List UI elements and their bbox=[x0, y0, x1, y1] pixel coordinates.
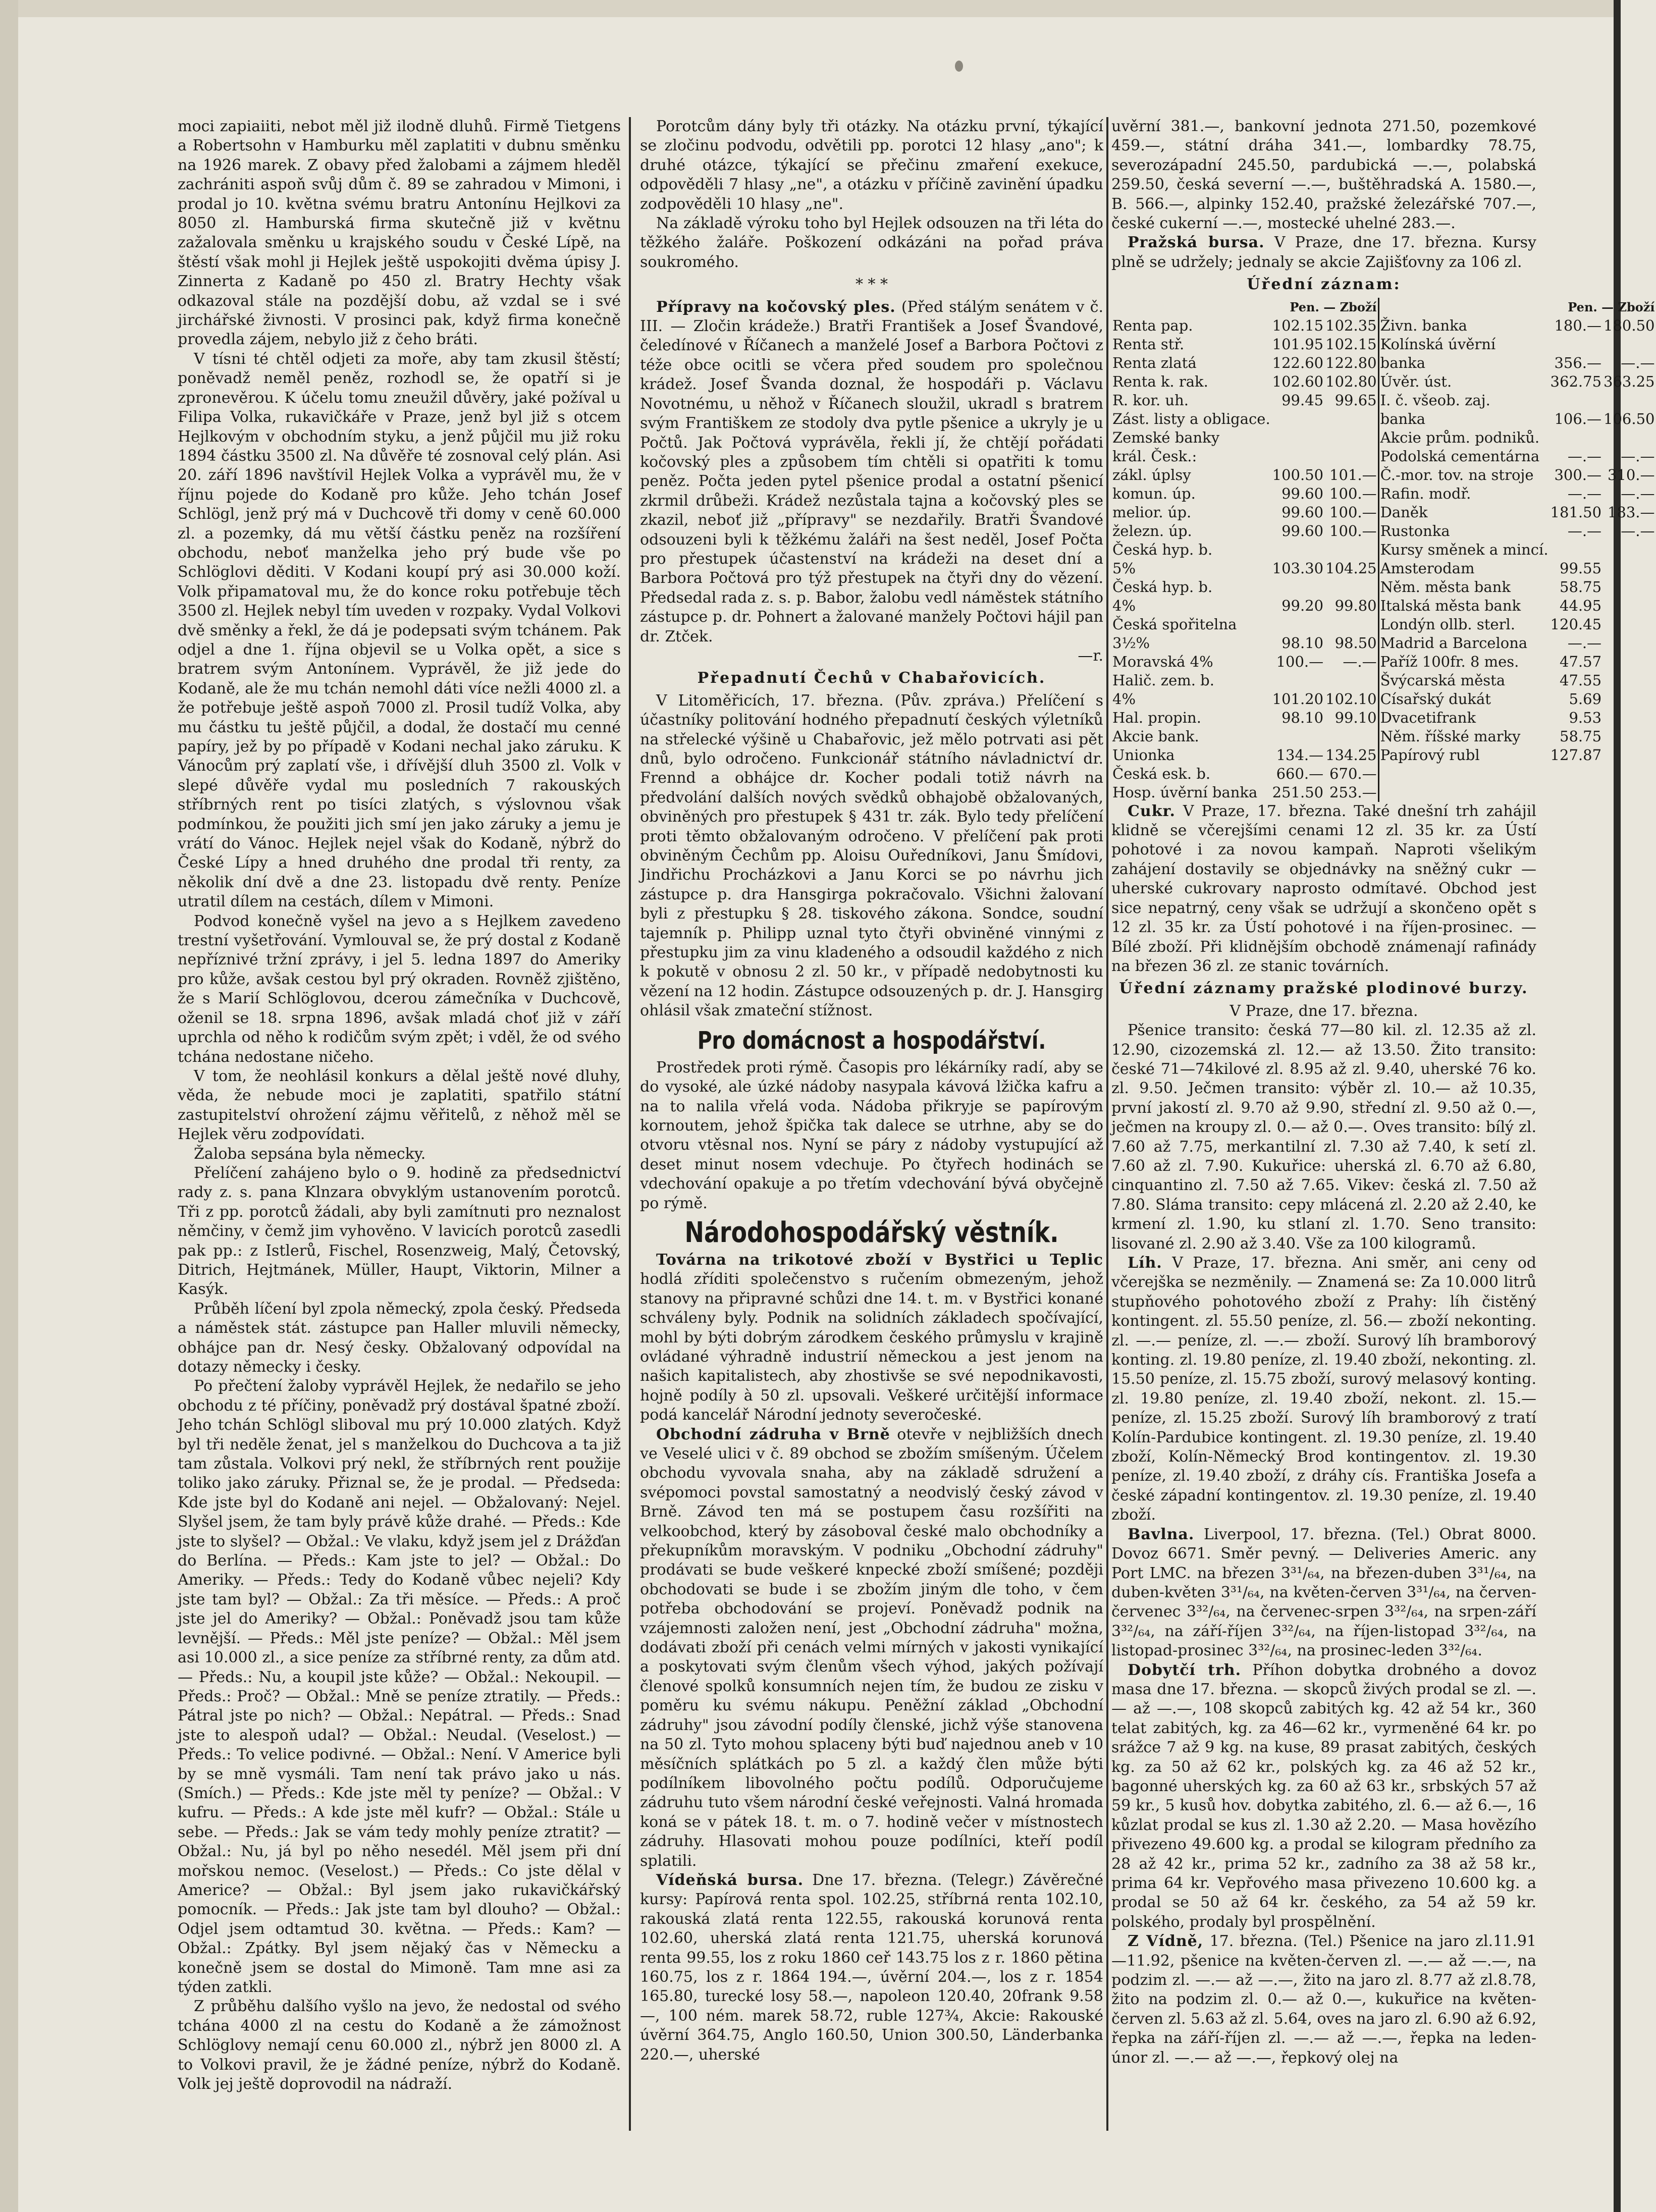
table-cell: Česká hyp. b. bbox=[1112, 578, 1213, 596]
table-cell: Zemské banky bbox=[1112, 428, 1220, 446]
table-cell: Úvěr. úst. bbox=[1378, 372, 1549, 391]
table-cell: Č.-mor. tov. na stroje bbox=[1378, 466, 1549, 484]
table-cell: Dvacetifrank bbox=[1378, 709, 1549, 727]
table-header: Pen. — Zboží bbox=[1290, 299, 1377, 314]
table-cell: Renta zlatá bbox=[1112, 354, 1197, 371]
table-cell bbox=[1271, 578, 1324, 597]
table-cell: 58.75 bbox=[1560, 727, 1602, 745]
table-cell: 101.20 bbox=[1272, 690, 1324, 708]
table-cell bbox=[1602, 746, 1655, 765]
table-cell: 9.53 bbox=[1569, 709, 1602, 726]
table-cell bbox=[1602, 690, 1655, 709]
article-heading: Z Vídně, bbox=[1128, 1932, 1204, 1951]
table-cell bbox=[1602, 559, 1655, 578]
paragraph: Přelíčení zahájeno bylo o 9. hodině za předsednictví rady z. s. pana Klnzara obvyklým ustanovením porotců. Tři z pp. porotců žádali, aby byli zamítnuti pro neznalost němčiny, v čemž jim vyhověno. V lavicích porotců zasedli pak pp.: z Istlerů, Fischel, Rosenzweig, Malý, Četovský, Ditrich, Hejtmánek, Müller, Haupt, Viktorin, Milner a Kasýk. bbox=[178, 1164, 621, 1299]
table-cell: Halič. zem. b. bbox=[1112, 671, 1214, 689]
table-cell bbox=[1271, 615, 1324, 634]
dateline: V Praze, dne 17. března. bbox=[1230, 1002, 1418, 1020]
table-cell: Moravská 4% bbox=[1112, 653, 1213, 670]
table-cell: 310.— bbox=[1607, 466, 1655, 483]
table-cell bbox=[1378, 783, 1549, 802]
table-cell: železn. úp. bbox=[1112, 522, 1192, 539]
table-cell: 99.10 bbox=[1334, 709, 1377, 726]
table-cell: 5% bbox=[1112, 559, 1136, 577]
table-row bbox=[1111, 503, 1656, 522]
table-cell: —.— bbox=[1343, 653, 1377, 670]
paragraph: uvěrní 381.—, bankovní jednota 271.50, pozemkové 459.—, státní dráha 341.—, lombardky 78.75, severozápadní 245.50, pardubická —.—, polabská 259.50, česká severní —.—, buštěhradská A. 1580.—, B. 566.—, alpinky 152.40, pražské železářské 707.—, české cukerní —.—, mostecké uhelné 283.—. bbox=[1111, 118, 1536, 233]
table-cell: Něm. města bank bbox=[1378, 578, 1549, 597]
table-row bbox=[1111, 615, 1656, 634]
table-cell bbox=[1550, 765, 1602, 783]
table-cell: I. č. všeob. zaj. bbox=[1378, 391, 1549, 410]
table-cell bbox=[1324, 578, 1378, 597]
table-cell: Císařský dukát bbox=[1378, 690, 1549, 709]
table-cell: 122.80 bbox=[1325, 354, 1377, 371]
paragraph: V tom, že neohlásil konkurs a dělal ještě nové dluhy, věda, že nebude moci je zaplatiti, spatřilo státní zastupitelství ohrožení zájmu věřitelů, z něhož měl se Hejlek věru zodpovídati. bbox=[178, 1067, 621, 1144]
table-cell: —.— bbox=[1621, 447, 1655, 465]
table-cell: Akcie prům. podniků. bbox=[1378, 428, 1549, 447]
table-cell: 180.— bbox=[1554, 316, 1602, 334]
table-cell: 362.75 bbox=[1550, 372, 1602, 390]
table-cell: 127.87 bbox=[1550, 746, 1602, 764]
article-text: Příhon dobytka drobného a dovoz masa dne 17. března. — skopců živých prodal se zl. —.— až —.—, 108 skopců zabitých kg. 42 až 54 kr., 360 telat zabitých, kg. za 46—62 kr., vyrmeněné 64 kr. po srážce 7 až 9 kg. na kuse, 89 prasat zabitých, českých kg. za 50 až 62 kr., polských kg. za 46 až 52 kr., bagonné uherských kg. za 60 až 63 kr., srbských 57 až 59 kr., 5 kusů hov. dobytka zabitého, zl. 6.— až 6.—, 16 kůzlat prodal se kus zl. 1.30 až 2.20. — Masa hovězího přivezeno 49.600 kg. a prodal se kilogram předního za 28 až 42 kr., prima 52 kr., zadního za 38 až 58 kr., prima 64 kr. Vepřového masa přivezeno 10.600 kg. a prodal se 50 až 64 kr. českého, za 54 až 59 kr. polského, prodaly byl prospělnění. bbox=[1111, 1661, 1536, 1931]
table-row bbox=[1111, 410, 1656, 428]
table-cell: komun. úp. bbox=[1112, 484, 1196, 502]
paragraph: Průběh líčení byl zpola německý, zpola český. Předseda a náměstek stát. zástupce pan Haller mluvili německy, obhájce pan dr. Nesý česky. Obžalovaný odpovídal na dotazy německy i česky. bbox=[178, 1300, 621, 1376]
table-cell: 100.— bbox=[1329, 484, 1377, 502]
table-row bbox=[1111, 597, 1656, 615]
table-cell bbox=[1602, 634, 1655, 653]
table-cell bbox=[1324, 615, 1378, 634]
article-text: Dne 17. března. (Telegr.) Závěrečné kursy: Papírová renta spol. 102.25, stříbrná renta 102.10, rakouská zlatá renta 122.55, rakouská korunová renta 102.60, uherská zlatá renta 121.75, uherská korunová renta 99.55, los z roku 1860 ceř 143.75 los z r. 1860 pětina 160.75, los z r. 1864 194.—, úvěrní 204.—, los z r. 1854 165.80, turecké losy 58.—, napoleon 120.40, 20frank 9.58—, 100 ném. marek 58.72, ruble 127¾, Akcie: Rakouské úvěrní 364.75, Anglo 160.50, Union 300.50, Länderbanka 220.—, uherské bbox=[640, 1871, 1103, 2064]
table-cell: —.— bbox=[1621, 354, 1655, 371]
table-cell: Zást. listy a obligace. bbox=[1112, 410, 1270, 427]
table-row bbox=[1111, 578, 1656, 597]
table-cell bbox=[1602, 653, 1655, 671]
table-cell bbox=[1550, 391, 1602, 410]
table-cell: 300.— bbox=[1554, 466, 1602, 483]
article-text: V Praze, 17. března. Ani směr, ani ceny od včerejška se nezměnily. — Znamená se: Za 10.000 litrů stupňového pohotového zboží z Prahy: líh čistěný kontingent. zl. 55.50 peníze, zl. 56.— zboží nekonting. zl. —.— peníze, zl. —.— zboží. Surový líh bramborový konting. zl. 19.80 peníze, zl. 19.40 zboží, nekonting. zl. 15.50 peníze, zl. 15.75 zboží, surový melasový konting. zl. 19.80 peníze, zl. 19.40 zboží, nekont. zl. 15.— peníze, zl. 15.25 zboží. Surový líh bramborový z tratí Kolín-Pardubice kontingent. zl. 19.30 peníze, zl. 19.40 zboží, Kolín-Německý Brod kontingentov. zl. 19.30 peníze, zl. 19.40 zboží, z dráhy cís. Františka Josefa a české západní kontingentov. zl. 19.30 peníze, zl. 19.40 zboží. bbox=[1111, 1254, 1536, 1524]
table-cell: 100.— bbox=[1329, 522, 1377, 539]
column-1 bbox=[178, 117, 621, 2176]
table-cell: 106.50 bbox=[1604, 410, 1655, 427]
table-cell bbox=[1324, 671, 1378, 690]
table-row bbox=[1111, 335, 1656, 354]
table-cell: 102.35 bbox=[1325, 316, 1377, 334]
table-row bbox=[1111, 559, 1656, 578]
table-cell: Akcie bank. bbox=[1112, 727, 1199, 745]
article-heading: Cukr. bbox=[1128, 802, 1176, 820]
table-cell bbox=[1602, 428, 1655, 447]
table-cell bbox=[1602, 335, 1655, 354]
table-cell bbox=[1271, 447, 1324, 466]
table-cell: Renta k. rak. bbox=[1112, 372, 1208, 390]
table-cell: 104.25 bbox=[1325, 559, 1377, 577]
table-cell bbox=[1378, 765, 1549, 783]
table-cell: 120.45 bbox=[1550, 615, 1602, 633]
table-row bbox=[1111, 316, 1656, 335]
table-row bbox=[1111, 746, 1656, 765]
table-cell: 99.55 bbox=[1560, 559, 1602, 577]
table-cell: 102.15 bbox=[1325, 335, 1377, 353]
table-cell: Kursy směnek a mincí. bbox=[1378, 541, 1549, 559]
table-row bbox=[1111, 653, 1656, 671]
article-text: Prostředek proti rýmě. Časopis pro lékárníky radí, aby se do vysoké, ale úzké nádoby nasypala kávová lžička kafru a na to nalila vřelá voda. Nádoba přikryje se papírovým kornoutem, jehož špička tak dalece se utrhne, aby se do otvoru vtěsnal nos. Nyní se páry z nádoby vystupující až deset minut nosem vdechuje. Po čtyřech hodinách se vdechování opakuje a po třetím vdechování bývá obyčejně po rýmě. bbox=[640, 1058, 1103, 1212]
table-cell: 660.— bbox=[1276, 765, 1324, 782]
table-cell: 4% bbox=[1112, 690, 1136, 708]
table-row bbox=[1111, 783, 1656, 802]
table-cell: Švýcarská města bbox=[1378, 671, 1549, 690]
table-cell bbox=[1602, 391, 1655, 410]
divider-stars: * * * bbox=[855, 276, 888, 294]
table-cell: 44.95 bbox=[1560, 597, 1602, 614]
article-heading: Obchodní zádruha v Brně bbox=[656, 1425, 890, 1443]
table-row bbox=[1111, 372, 1656, 391]
table-cell: Renta stř. bbox=[1112, 335, 1185, 353]
table-cell: 183.— bbox=[1607, 503, 1655, 521]
table-cell: 251.50 bbox=[1272, 783, 1324, 801]
table-cell: Hal. propin. bbox=[1112, 709, 1201, 726]
table-cell: Hosp. úvěrní banka bbox=[1112, 783, 1258, 801]
table-header: Pen. — Zboží bbox=[1568, 299, 1655, 314]
table-cell bbox=[1271, 671, 1324, 690]
paragraph: Na základě výroku toho byl Hejlek odsouzen na tři léta do těžkého žaláře. Poškození odkázáni na pořad práva soukromého. bbox=[640, 214, 1103, 271]
signature: —r. bbox=[1078, 646, 1103, 665]
table-cell: 134.— bbox=[1276, 746, 1324, 764]
table-row bbox=[1111, 466, 1656, 484]
table-cell bbox=[1271, 428, 1324, 447]
stock-table bbox=[1111, 298, 1656, 802]
table-cell bbox=[1550, 335, 1602, 354]
article-text: 17. března. (Tel.) Pšenice na jaro zl.11.91—11.92, pšenice na květen-červen zl. —.— až —.—, na podzim zl. —.— až —.—, žito na jaro zl. 8.77 až zl.8.78, žito na podzim zl. 0.— až 0.—, kukuřice na květen-červen zl. 5.63 až zl. 5.64, oves na jaro zl. 6.90 až 6.92, řepka na září-říjen zl. —.— až —.—, řepka na leden-únor zl. —.— až —.—, řepkový olej na bbox=[1111, 1932, 1536, 2067]
table-cell: 99.20 bbox=[1281, 597, 1324, 614]
table-heading: Úřední záznam: bbox=[1247, 276, 1401, 294]
table-cell: —.— bbox=[1621, 522, 1655, 539]
article-text: hodlá zříditi společenstvo s ručením obmezeným, jehož stanovy na připravné schůzi dne 14. t. m. v Bystřici konané schváleny byly. Podnik na solidních základech spočívající, mohl by býti dobrým zárodkem českého průmyslu v krajině ovládané výhradně industrií německou a jest jenom na našich kapitalistech, aby zhostivše se své nepodnikavosti, hojně podíly à 50 zl. upsovali. Veškeré určitější informace podá kancelář Národní jednoty severočeské. bbox=[640, 1270, 1103, 1424]
table-cell bbox=[1602, 615, 1655, 634]
table-cell: Unionka bbox=[1112, 746, 1175, 764]
table-cell: —.— bbox=[1567, 634, 1602, 652]
table-cell bbox=[1550, 541, 1602, 559]
table-cell bbox=[1602, 765, 1655, 783]
table-row bbox=[1111, 447, 1656, 466]
table-cell: zákl. úplsy bbox=[1112, 466, 1191, 483]
table-cell: 102.80 bbox=[1325, 372, 1377, 390]
table-cell: Londýn ollb. sterl. bbox=[1378, 615, 1549, 634]
article-heading: Přepadnutí Čechů v Chabařovicích. bbox=[697, 669, 1046, 687]
table-cell bbox=[1602, 727, 1655, 746]
table-cell bbox=[1271, 410, 1324, 428]
page-edge-left bbox=[0, 0, 18, 2212]
paragraph: V tísni té chtěl odjeti za moře, aby tam zkusil štěstí; poněvadž neměl peněz, rozhodl se, že opatří si je zpronevěrou. K účelu tomu zneužil důvěry, jaké požíval u Filipa Volka, rukavičkáře v Praze, jenž byl již s otcem Hejlkovým v obchodním styku, a jenž půjčil mu již roku 1894 částku 3500 zl. Na důvěře té zosnoval celý plán. Asi 20. září 1896 navštívil Hejlek Volka a vyprávěl mu, že v říjnu pojede do Kodaně pro kůže. Jeho tchán Josef Schlögl, jenž prý má v Duchcově tři domy v ceně 60.000 zl. a pozemky, dá mu větší částku peněz na rozšíření obchodu, neboť manželka jeho prý bude vše po Schlöglovi děditi. V Kodani koupí prý asi 30.000 koží. Volk připamatoval mu, že do konce roku potřebuje těch 3500 zl. Hejlek nebyl tím uveden v rozpaky. Vydal Volkovi dvě směnky a řekl, že dá je podepsati svým tchánem. Pak odjel a dne 1. října objevil se u Volka opět, a sice s bratrem svým Antonínem. Vyprávěl, že již jede do Kodaně, ale že mu tchán nemohl dáti více nežli 4000 zl. a že potřebuje ještě aspoň 7000 zl. Prosil tudíž Volka, aby mu částku tu ještě půjčil, a dodal, že dostačí mu cenné papíry, jež by po případě v Kodani nechal jako záruku. K Vánocům prý zaplatí vše, i dřívější dluh 3500 zl. Volk v slepé důvěře vydal mu posledních 7 rakouských stříbrných rent po tisíci zlatých, s výslovnou však podmínkou, že použiti jich smí jen jako záruky a jemu je vrátí do Vánoc. Hejlek nejel však do Kodaně, nýbrž do České Lípy a hned druhého dne prodal tři renty, za několik dní dvě a dne 23. listopadu dvě renty. Peníze utratil dílem na cestách, dílem v Mimoni. bbox=[178, 350, 621, 911]
table-cell: Rustonka bbox=[1378, 522, 1549, 541]
article-heading: Vídeňská bursa. bbox=[656, 1871, 804, 1889]
table-cell bbox=[1602, 597, 1655, 615]
table-cell bbox=[1271, 727, 1324, 746]
table-row bbox=[1111, 484, 1656, 503]
paragraph: Podvod konečně vyšel na jevo a s Hejlkem zavedeno trestní vyšetřování. Vymlouval se, že prý dostal z Kodaně nepříznivé tržní zprávy, i jel 5. ledna 1897 do Ameriky pro kůže, avšak cestou byl prý okraden. Rovněž zjištěno, že s Marií Schlöglovou, dcerou zámečníka v Duchcově, oženil se 18. srpna 1896, avšak mladá choť již v září uprchla od něho k rodičům svým zpět; i vděl, že od svého tchána nedostane ničeho. bbox=[178, 912, 621, 1066]
table-cell bbox=[1271, 541, 1324, 559]
section-heading: Pro domácnost a hospodářství. bbox=[697, 1026, 1046, 1055]
table-cell: 363.25 bbox=[1604, 372, 1655, 390]
table-cell: 99.60 bbox=[1281, 503, 1324, 521]
table-cell: 181.50 bbox=[1550, 503, 1602, 521]
table-cell: 102.15 bbox=[1272, 316, 1324, 334]
table-cell bbox=[1602, 709, 1655, 727]
table-cell: —.— bbox=[1567, 447, 1602, 465]
table-cell: —.— bbox=[1621, 484, 1655, 502]
table-row bbox=[1111, 354, 1656, 372]
table-cell: Italská města bank bbox=[1378, 597, 1549, 615]
table-cell: Živn. banka bbox=[1378, 316, 1549, 335]
table-cell: 101.95 bbox=[1272, 335, 1324, 353]
table-cell bbox=[1324, 410, 1378, 428]
table-cell: 134.25 bbox=[1325, 746, 1377, 764]
article-heading: Přípravy na kočovský ples. bbox=[656, 298, 896, 316]
article-heading: Továrna na trikotové zboží v Bystřici u Teplic bbox=[656, 1251, 1103, 1269]
table-cell: 253.— bbox=[1329, 783, 1377, 801]
paragraph: Porotcům dány byly tři otázky. Na otázku první, týkající se zločinu podvodu, odvětili pp. porotci 12 hlasy „ano"; k druhé otázce, týkající se přečinu zmaření exekuce, odpověděli 7 hlasy „ne", a otázku v příčině zavinění úpadku zodpověděli 10 hlasy „ne". bbox=[640, 118, 1103, 213]
table-row bbox=[1111, 765, 1656, 783]
table-cell: 100.— bbox=[1329, 503, 1377, 521]
table-cell: 122.60 bbox=[1272, 354, 1324, 371]
table-row bbox=[1111, 690, 1656, 709]
article-text: V Litoměřicích, 17. března. (Pův. zpráva.) Přelíčení s účastníky politování hodného přepadnutí českých výletníků na střelecké výšině u Chabařovic, jež mělo potrvati asi pět dnů, bylo odročeno. Funkcionář státního návladnictví dr. Frennd a obhájce dr. Kocher podali totiž návrh na předvolání dalších nových svědků obhajobě obžalovaných, obviněných pro přestupek § 431 tr. zák. Bylo tedy přelíčení proti těmto obžalovaným odročeno. V přelíčení pak proti obviněným Čechům pp. Aloisu Ouředníkovi, Janu Šmídovi, Jindřichu Procházkovi a Janu Korci se po návrhu jich zástupce p. dra Hansgirga pokračovalo. Všichni žalovaní byli z přestupku § 28. tiskového zákona. Sondce, soudní tajemník p. Philipp uznal tyto čtyři obviněné vinnými z přestupku jim za vinu kladeného a odsoudil každého z nich k pokutě v obnosu 2 zl. 50 kr., v případě nedobytnosti ku vězení na 12 hodin. Zástupce odsouzených p. dr. J. Hansgirg ohlásil však zmateční stížnost. bbox=[640, 691, 1103, 1020]
table-row bbox=[1111, 634, 1656, 653]
table-cell: banka bbox=[1378, 354, 1549, 372]
paragraph: Po přečtení žaloby vyprávěl Hejlek, že nedařilo se jeho obchodu z té příčiny, poněvadž prý dostával špatné zboží. Jeho tchán Schlögl sliboval mu prý 10.000 zlatých. Když byl tři neděle ženat, jel s manželkou do Duchcova a ta již tam zůstala. Volkovi prý nekl, že stříbrných rent použije toliko jako záruky. Přiznal se, že je prodal. — Předseda: Kde jste byl do Kodaně ani nejel. — Obžalovaný: Nejel. Slyšel jsem, že tam byly právě kůže drahé. — Předs.: Kde jste to slyšel? — Obžal.: Ve vlaku, když jsem jel z Drážďan do Berlína. — Předs.: Kam jste to jel? — Obžal.: Do Ameriky. — Předs.: Tedy do Kodaně vůbec nejeli? Kdy jste tam byl? — Obžal.: Za tři měsíce. — Předs.: A proč jste jel do Ameriky? — Obžal.: Poněvadž jsou tam kůže levnější. — Předs.: Měl jste peníze? — Obžal.: Měl jsem asi 10.000 zl., a sice peníze za stříbrné renty, za dům atd. — Předs.: Nu, a koupil jste kůže? — Obžal.: Nekoupil. — Předs.: Proč? — Obžal.: Mně se peníze ztratily. — Předs.: Pátral jste po nich? — Obžal.: Nepátral. — Předs.: Snad jste to alespoň udal? — Obžal.: Neudal. (Veselost.) — Předs.: To velice podivné. — Obžal.: Není. V Americe byli by se mně vysmáli. Tam není tak právo jako u nás. (Smích.) — Předs.: Kde jste měl ty peníze? — Obžal.: V kufru. — Předs.: A kde jste měl kufr? — Obžal.: Stále u sebe. — Předs.: Jak se vám tedy mohly peníze ztratit? — Obžal.: Nu, já byl po něho nesedél. Měl jsem při dní mořskou nemoc. (Veselost.) — Předs.: Co jste dělal v Americe? — Obžal.: Byl jsem jako rukavičkářský pomocník. — Předs.: Jak jste tam byl dlouho? — Obžal.: Odjel jsem odtamtud 30. května. — Předs.: Kam? — Obžal.: Zpátky. Byl jsem nějaký čas v Německu a konečně jsem se dostal do Mimoně. Tam mne asi za týden zatkli. bbox=[178, 1377, 621, 1996]
table-cell: 4% bbox=[1112, 597, 1136, 614]
article-text: Liverpool, 17. března. (Tel.) Obrat 8000. Dovoz 6671. Směr pevný. — Deliveries Americ. any Port LMC. na březen 3³¹/₆₄, na březen-duben 3³¹/₆₄, na duben-květen 3³¹/₆₄, na květen-červen 3³¹/₆₄, na červen-červenec 3³²/₆₄, na červenec-srpen 3³²/₆₄, na srpen-září 3³²/₆₄, na září-říjen 3³²/₆₄, na říjen-listopad 3³²/₆₄, na listopad-prosinec 3³²/₆₄, na prosinec-leden 3³²/₆₄. bbox=[1111, 1525, 1536, 1660]
paragraph: moci zapiaiiti, nebot měl již ilodně dluhů. Firmě Tietgens a Robertsohn v Hamburku měl zaplatiti v dubnu směnku na 1926 marek. Z obavy před žalobami a zájmem hleděl zachrániti aspoň svůj dům č. 89 se zahradou v Mimoni, i prodal jo 10. května svému bratru Antonínu Hejlkovi za 8050 zl. Hamburská firma skutečně již v květnu zažalovala směnku u krajského soudu v České Lípě, na štěstí však mohl ji Hejlek ještě uspokojiti dvěma úpisy J. Zinnerta z Kadaně po 450 zl. Bratry Hechty však odkazoval stále na pozdější dobu, až vzdal se i své jirchářské živnosti. V prosinci pak, když firma konečně provedla zájem, nebylo již z čeho bráti. bbox=[178, 118, 621, 349]
article-heading: Líh. bbox=[1128, 1254, 1162, 1272]
table-cell bbox=[1602, 783, 1655, 802]
table-cell: 3½% bbox=[1112, 634, 1150, 652]
table-cell: —.— bbox=[1567, 522, 1602, 539]
table-cell: 102.60 bbox=[1272, 372, 1324, 390]
article-heading: Dobytčí trh. bbox=[1128, 1661, 1242, 1679]
section-heading: Národohospodářský věstník. bbox=[684, 1216, 1059, 1249]
article-text: Pšenice transito: česká 77—80 kil. zl. 12.35 až zl. 12.90, cizozemská zl. 12.— až 13.50. Žito transito: české 71—74kilové zl. 8.95 až zl. 9.40, uherské 76 ko. zl. 9.50. Ječmen transito: výběr zl. 10.— až 10.35, první jakostí zl. 9.70 až 9.90, střední zl. 9.50 až 0.—, ječmen na kroupy zl. 0.— až 0.—. Oves transito: bílý zl. 7.60 až 7.75, merkantilní zl. 7.30 až 7.40, k setí zl. 7.60 až zl. 7.90. Kukuřice: uherská zl. 6.70 až 6.80, cinquantino zl. 7.50 až 7.65. Vikev: česká zl. 7.50 až 7.80. Sláma transito: cepy mlácená zl. 2.20 až 2.40, ke krmení zl. 1.90, ku stlaní zl. 1.70. Seno transito: lisované zl. 2.90 až 3.40. Vše za 100 kilogramů. bbox=[1111, 1021, 1536, 1253]
table-cell: 103.30 bbox=[1272, 559, 1324, 577]
table-cell bbox=[1324, 428, 1378, 447]
table-cell: Česká spořitelna bbox=[1112, 615, 1237, 633]
table-cell: 356.— bbox=[1554, 354, 1602, 371]
table-cell bbox=[1602, 541, 1655, 559]
article-text: (Před stálým senátem v č. III. — Zločin krádeže.) Bratři František a Josef Švandové, čeledínové v Říčanech a manželé Josef a Barbora Počtovi z téže obce ocitli se včera před soudem pro společnou krádež. Josef Švanda doznal, že hospodáři p. Václavu Novotnému, u něhož v Říčanech sloužil, ukradl s bratrem svým Františkem ze stodoly dva pytle pšenice a ukryly je u Počtů. Jak Počtová vyprávěla, řekli jí, že chtějí pořádati kočovský ples a způsobem tím chtěli si opatřiti k tomu peněz. Počta jeden pytel pšenice prodal a ostatní pšenicí zkrmil drůbeži. Krádež nezůstala tajna a kočovský ples se zkazil, neboť již „přípravy" se nezdařily. Bratři Švandové odsouzeni byli k těžkému žaláři na šest neděl, Josef Počta pro přestupek účastenství na krádeži na deset dní a Barbora Počtová pro týž přestupek na čtyři dny do vězení. Předsedal rada z. s. p. Babor, žalobu vedl náměstek státního zástupce p. dr. Pohnert a žalované manžely Počtovi hájil pan dr. Ztček. bbox=[640, 298, 1103, 645]
table-cell: Renta pap. bbox=[1112, 316, 1193, 334]
table-cell: 98.50 bbox=[1334, 634, 1377, 652]
table-cell: 100.50 bbox=[1272, 466, 1324, 483]
table-row bbox=[1111, 391, 1656, 410]
table-row bbox=[1111, 541, 1656, 559]
article-text: V Praze, 17. března. Také dnešní trh zahájil klidně se včerejšími cenami 12 zl. 35 kr. za Ústí pohotové i za novou kampaň. Naproti všelikým zahájení dostavily se objednávky na sněžný cukr — uherské cukrovary naprosto odmítavé. Obchod jest sice nepatrný, ceny však se udržují a skončeno opět s 12 zl. 35 kr. za Ústí pohotové i na říjen-prosinec. — Bílé zboží. Při klidnějším obchodě známenají rafinády na březen 36 zl. ze stanic továrních. bbox=[1111, 802, 1536, 975]
table-cell: Paříž 100fr. 8 mes. bbox=[1378, 653, 1549, 671]
column-2 bbox=[640, 117, 1103, 2176]
table-cell: melior. úp. bbox=[1112, 503, 1192, 521]
table-cell: Kolínská úvěrní bbox=[1378, 335, 1549, 354]
table-cell: 99.80 bbox=[1334, 597, 1377, 614]
article-text: V Praze, dne 17. března. Kursy plně se udržely; jednaly se akcie Zajišťovny za 106 zl. bbox=[1111, 234, 1537, 271]
table-cell: Amsterodam bbox=[1378, 559, 1549, 578]
table-cell: 99.45 bbox=[1281, 391, 1324, 409]
article-text: otevře v nejbližších dnech ve Veselé ulici v č. 89 obchod se zbožím smíšeným. Účelem obchodu vyvovala snaha, aby na základě sdružení a svépomoci povstal samostatný a neodvislý český závod v Brně. Závod ten má se postupem času rozšířiti na velkoobchod, který by zásoboval české malo obchodníky a překupníkům moravským. V podniku „Obchodní zádruhy" prodávati se bude veškeré knpecké zboží smíšené; později obchodovati se bude i se zbožím jiným dle toho, v čem potřeba obchodování se projeví. Poněvadž podnik na vzájemnosti založen není, jest „Obchodní zádruha" možna, dodávati zboží při cenách velmi mírných v jakosti vynikající a poskytovati svým členům všech výhod, jakých požívají členové spolků konsumních nejen tím, že budou ze zisku v poměru ku svému nákupu. Peněžní základ „Obchodní zádruhy" jsou závodní podíly členské, jichž výše stanovena na 50 zl. Tyto mohou splaceny býti buď najednou aneb v 10 měsíčních splátkách po 5 zl. a každý člen může býti podílníkem libovolného počtu podílů. Odporučujeme zádruhu tuto všem národní české veřejnosti. Valná hromada koná se v pátek 18. t. m. o 7. hodině večer v místnostech zádruhy. Hlasovati mohou pouze podílníci, kteří podíl splatili. bbox=[640, 1425, 1103, 1870]
table-cell bbox=[1602, 578, 1655, 597]
table-row bbox=[1111, 671, 1656, 690]
table-cell: R. kor. uh. bbox=[1112, 391, 1189, 409]
table-cell: 99.60 bbox=[1281, 484, 1324, 502]
table-cell: Něm. říšské marky bbox=[1378, 727, 1549, 746]
table-cell: Podolská cementárna bbox=[1378, 447, 1549, 466]
article-heading: Pražská bursa. bbox=[1128, 234, 1265, 252]
table-cell: banka bbox=[1378, 410, 1549, 428]
table-cell: 98.10 bbox=[1281, 709, 1324, 726]
column-rule bbox=[1106, 117, 1108, 2131]
table-cell: 5.69 bbox=[1569, 690, 1602, 708]
table-cell: 100.— bbox=[1276, 653, 1324, 670]
table-row bbox=[1111, 709, 1656, 727]
table-cell: 670.— bbox=[1329, 765, 1377, 782]
article-heading: Bavlna. bbox=[1128, 1525, 1195, 1543]
table-cell bbox=[1550, 428, 1602, 447]
table-cell: Madrid a Barcelona bbox=[1378, 634, 1549, 653]
table-cell: Rafin. modř. bbox=[1378, 484, 1549, 503]
table-cell bbox=[1324, 541, 1378, 559]
table-cell: Česká esk. b. bbox=[1112, 765, 1211, 782]
table-cell: 101.— bbox=[1329, 466, 1377, 483]
table-cell: 47.55 bbox=[1560, 671, 1602, 689]
table-row bbox=[1111, 428, 1656, 447]
table-row bbox=[1111, 522, 1656, 541]
table-cell: Česká hyp. b. bbox=[1112, 541, 1213, 558]
ink-spot bbox=[955, 61, 963, 72]
table-cell bbox=[1550, 783, 1602, 802]
table-cell: 58.75 bbox=[1560, 578, 1602, 596]
table-cell: 102.10 bbox=[1325, 690, 1377, 708]
article-heading: Úřední záznamy pražské plodinové burzy. bbox=[1119, 980, 1529, 998]
table-cell bbox=[1324, 447, 1378, 466]
table-cell: Daněk bbox=[1378, 503, 1549, 522]
table-cell: 99.60 bbox=[1281, 522, 1324, 539]
page-edge-top bbox=[0, 0, 1621, 17]
table-cell bbox=[1602, 671, 1655, 690]
paragraph: Z průběhu dalšího vyšlo na jevo, že nedostal od svého tchána 4000 zl na cestu do Kodaně a že zámožnost Schlöglovy nemají cenu 60.000 zl., nýbrž jen 8000 zl. A to Volkovi pravil, že je žádné peníze, nýbrž do Kodaně. Volk jej ještě doprovodil na nádraží. bbox=[178, 1998, 621, 2093]
table-cell: 47.57 bbox=[1560, 653, 1602, 670]
table-cell: —.— bbox=[1567, 484, 1602, 502]
column-3 bbox=[1111, 117, 1655, 2176]
table-cell: Papírový rubl bbox=[1378, 746, 1549, 765]
paragraph: Žaloba sepsána byla německy. bbox=[194, 1145, 426, 1163]
table-cell: 98.10 bbox=[1281, 634, 1324, 652]
table-cell: král. Česk.: bbox=[1112, 447, 1197, 465]
column-rule bbox=[629, 117, 631, 2131]
table-row bbox=[1111, 727, 1656, 746]
table-cell: 180.50 bbox=[1604, 316, 1655, 334]
table-cell: 106.— bbox=[1554, 410, 1602, 427]
table-cell: 99.65 bbox=[1334, 391, 1377, 409]
table-cell bbox=[1324, 727, 1378, 746]
